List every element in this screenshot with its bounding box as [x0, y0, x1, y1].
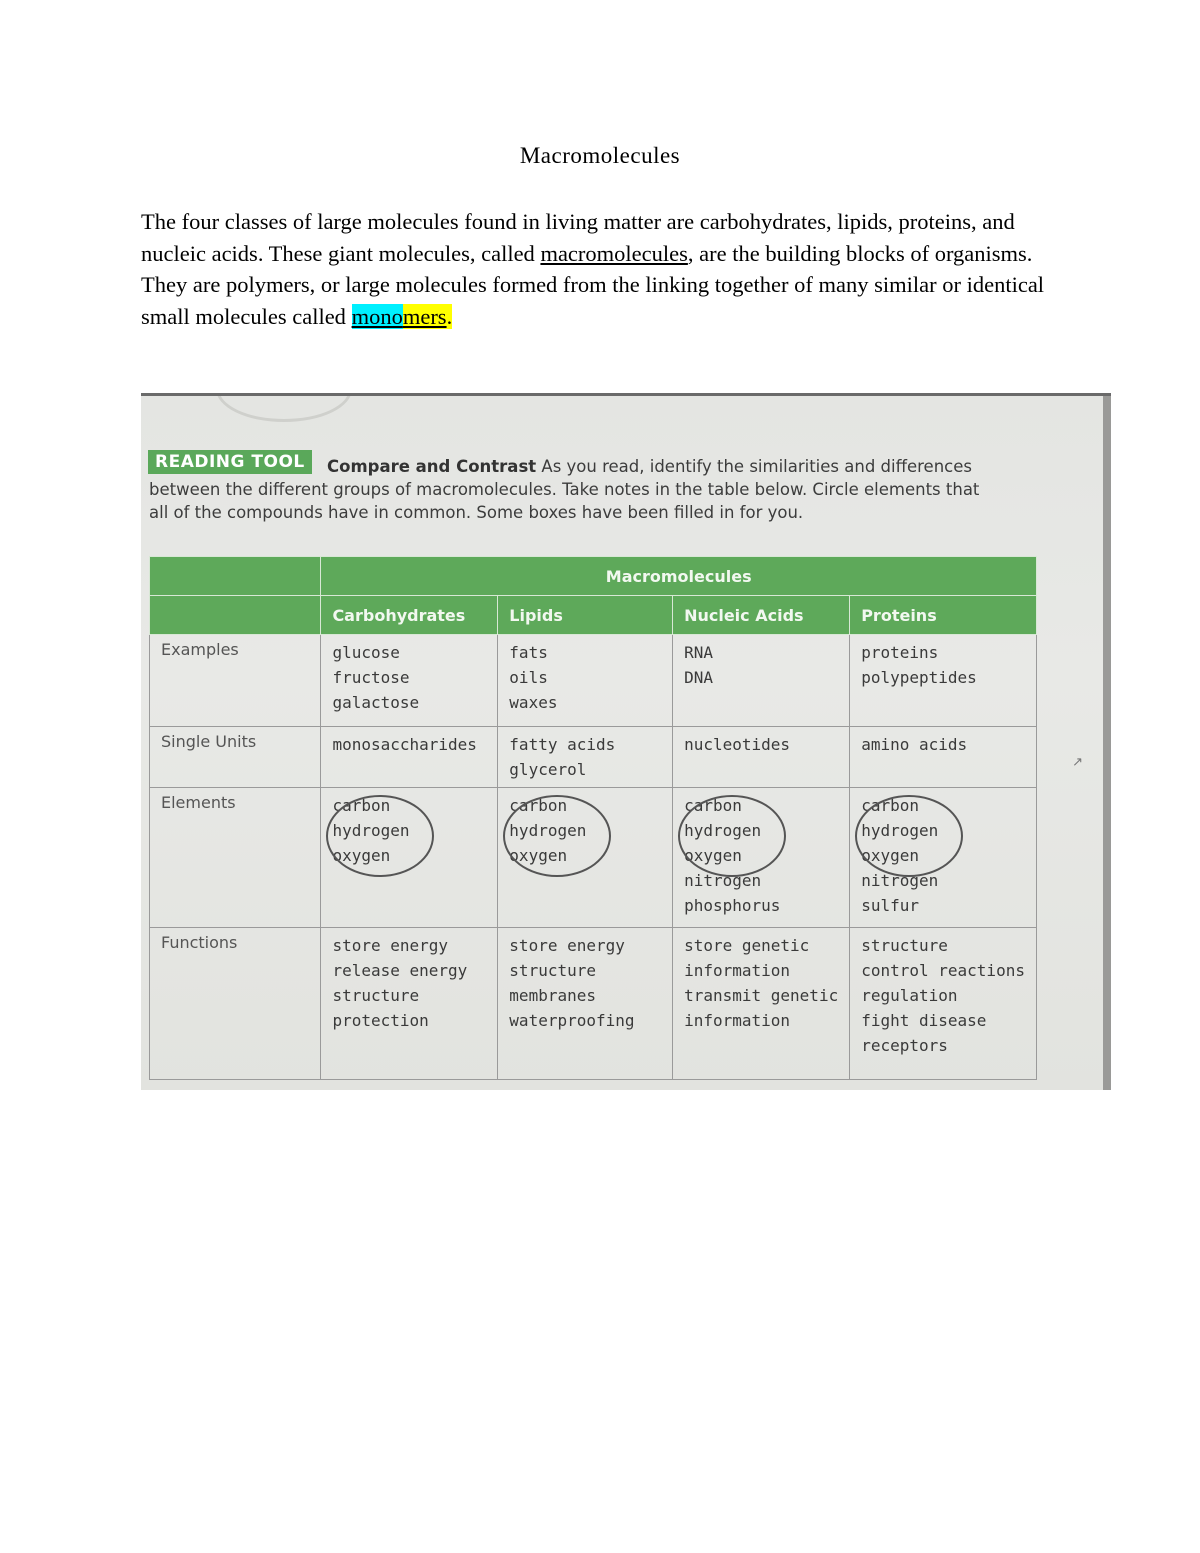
cell-line: information — [684, 1011, 791, 1030]
table-row — [150, 727, 1037, 788]
table-row — [150, 635, 1037, 727]
cell-line: carbon — [509, 796, 568, 815]
term-monomers: monomers — [351, 303, 447, 329]
cell-line: fatty acids — [509, 735, 616, 754]
cell-line: nitrogen — [861, 871, 939, 890]
table-cell — [673, 635, 850, 727]
circled-common-elements — [855, 795, 963, 877]
intro-paragraph: The four classes of large molecules found in living matter are carbohydrates, lipids, proteins, and nucleic acids. These giant molecules, called macromolecules, are the building blocks of organisms. They are polymers, or large molecules formed from the linking together of many similar or identical small molecules called monomers. — [141, 209, 1045, 329]
reading-tool-badge: READING TOOL — [148, 450, 312, 474]
cell-line: RNA — [684, 643, 713, 662]
column-header: Lipids — [498, 596, 673, 635]
column-header: Nucleic Acids — [673, 596, 850, 635]
cell-line: information — [684, 961, 791, 980]
photo-edge — [1103, 396, 1111, 1090]
column-header: Carbohydrates — [321, 596, 498, 635]
row-label: Examples — [150, 635, 321, 727]
cell-line: hydrogen — [684, 821, 762, 840]
empty-header-cell — [150, 557, 321, 596]
table-cell — [498, 788, 673, 928]
cell-line: waterproofing — [509, 1011, 635, 1030]
cell-line: carbon — [861, 796, 919, 815]
cell-line: hydrogen — [332, 821, 410, 840]
cell-line: carbon — [332, 796, 391, 815]
cell-line: carbon — [684, 796, 742, 815]
table-cell — [498, 928, 673, 1080]
cell-line: phosphorus — [684, 896, 781, 915]
cell-line: store energy — [509, 936, 625, 955]
row-label: Functions — [150, 928, 321, 1080]
cell-line: glycerol — [509, 760, 587, 779]
table-column-header-row — [150, 596, 1037, 635]
cell-line: protection — [332, 1011, 429, 1030]
table-cell — [321, 788, 498, 928]
table-cell — [850, 788, 1037, 928]
table-cell — [321, 928, 498, 1080]
table-cell — [673, 928, 850, 1080]
circled-common-elements — [326, 795, 434, 877]
cell-line: monosaccharides — [332, 735, 477, 754]
table-cell — [321, 635, 498, 727]
cell-line: store genetic — [684, 936, 810, 955]
cell-line: oxygen — [861, 846, 919, 865]
table-cell — [321, 727, 498, 788]
cell-line: store energy — [332, 936, 449, 955]
circled-common-elements — [503, 795, 611, 877]
table-cell — [673, 727, 850, 788]
cell-line: hydrogen — [861, 821, 939, 840]
table-row — [150, 928, 1037, 1080]
term-macromolecules: macromolecules — [540, 240, 688, 266]
table-row — [150, 788, 1037, 928]
cell-line: transmit genetic — [684, 986, 839, 1005]
cell-line: fight disease — [861, 1011, 987, 1030]
reading-tool-instructions: Compare and Contrast As you read, identify the similarities and differences between the different groups of macromolecules. Take notes in the table below. Circle elements that all of the compounds have in common. Some boxes have been filled in for you. — [149, 457, 980, 522]
cell-line: oxygen — [509, 846, 568, 865]
table-cell — [673, 788, 850, 928]
table-cell — [850, 928, 1037, 1080]
cell-line: control reactions — [861, 961, 1025, 980]
textbook-photo — [141, 393, 1111, 1090]
cell-line: oils — [509, 668, 548, 687]
cell-line: waxes — [509, 693, 558, 712]
page-title: Macromolecules — [519, 143, 681, 168]
column-header: Proteins — [850, 596, 1037, 635]
cell-line: proteins — [861, 643, 939, 662]
cell-line: structure — [332, 986, 420, 1005]
macromolecules-table — [149, 556, 1037, 1080]
cell-line: fructose — [332, 668, 410, 687]
table-group-header-row — [150, 557, 1037, 596]
reading-tool-heading: Compare and Contrast — [327, 457, 537, 476]
cell-line: nitrogen — [684, 871, 762, 890]
row-label: Single Units — [150, 727, 321, 788]
group-header: Macromolecules — [321, 557, 1037, 596]
table-cell — [498, 635, 673, 727]
cell-line: DNA — [684, 668, 713, 687]
row-label: Elements — [150, 788, 321, 928]
cell-line: nucleotides — [684, 735, 791, 754]
cell-line: oxygen — [684, 846, 742, 865]
cell-line: regulation — [861, 986, 958, 1005]
cell-line: sulfur — [861, 896, 919, 915]
decorative-arc — [216, 393, 352, 422]
cell-line: fats — [509, 643, 548, 662]
cell-line: polypeptides — [861, 668, 977, 687]
cell-line: receptors — [861, 1036, 948, 1055]
cell-line: galactose — [332, 693, 420, 712]
cell-line: structure — [509, 961, 596, 980]
cell-line: structure — [861, 936, 948, 955]
cell-line: oxygen — [332, 846, 391, 865]
table-cell — [498, 727, 673, 788]
cell-line: glucose — [332, 643, 400, 662]
circled-common-elements — [678, 795, 786, 877]
cell-line: release energy — [332, 961, 468, 980]
table-cell — [850, 635, 1037, 727]
cell-line: hydrogen — [509, 821, 587, 840]
cell-line: amino acids — [861, 735, 968, 754]
empty-header-cell — [150, 596, 321, 635]
cell-line: membranes — [509, 986, 596, 1005]
cursor-icon: ↗ — [1072, 754, 1083, 769]
table-cell — [850, 727, 1037, 788]
